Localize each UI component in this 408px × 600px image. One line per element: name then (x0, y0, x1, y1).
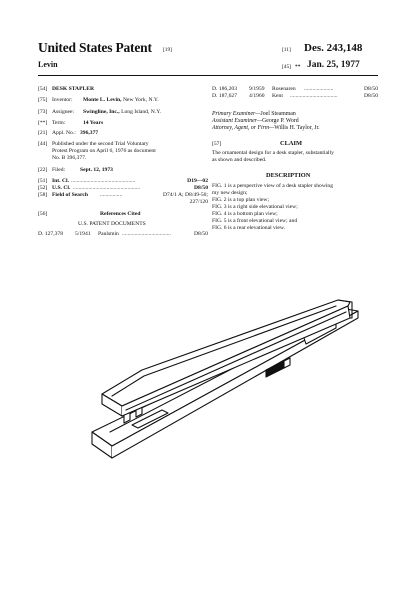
examiner-name: George P. Word (262, 118, 299, 124)
field-code: [21] (38, 130, 48, 136)
ref-class: D8/50 (364, 93, 378, 99)
ref-name: Rosenaren (272, 86, 296, 92)
description-line: FIG. 6 is a rear elevational view. (212, 225, 285, 231)
field-code: [44] (38, 141, 48, 147)
attorney-name: Willis H. Taylor, Jr. (274, 125, 320, 131)
leader-dots: ................................................ (73, 185, 141, 191)
ref-number: D. 187,627 (212, 93, 238, 99)
ref-class: D8/50 (364, 86, 378, 92)
leader-dots: ................................... (122, 231, 171, 237)
description-line: my new design; (212, 190, 248, 196)
leader-dots: ..................... (304, 86, 334, 92)
examiner-name: Joel Steamman (260, 111, 296, 117)
leader-dots: .................................. (290, 93, 338, 99)
field-code: [51] (38, 178, 48, 184)
search-value: D74/1 A; D8/49-50; (162, 192, 208, 198)
ref-class: D8/50 (194, 231, 208, 237)
us-cl-value: D8/50 (194, 185, 208, 191)
invention-title: DESK STAPLER (52, 86, 95, 92)
references-title: References Cited (100, 211, 141, 217)
ref-name: Paulsmin (98, 231, 119, 237)
inventor-surname: Levin (38, 60, 58, 69)
patent-number: Des. 243,148 (304, 42, 363, 54)
description-heading: DESCRIPTION (266, 172, 311, 179)
issue-date: Jan. 25, 1977 (307, 60, 360, 70)
field-code: [22] (38, 167, 48, 173)
field-code: [54] (38, 86, 48, 92)
us-patent-documents-heading: U.S. PATENT DOCUMENTS (78, 221, 146, 227)
body-side-line (126, 312, 346, 410)
ref-date: 5/1941 (75, 231, 91, 237)
inventor-location: New York, N.Y. (122, 97, 159, 103)
examiner-label: Primary Examiner— (212, 111, 261, 117)
field-label: Filed: (52, 167, 66, 173)
leader-dots: ................ (100, 192, 123, 198)
field-label: Assignee: (52, 109, 75, 115)
field-code: [58] (38, 192, 48, 198)
field-label: Int. Cl. (52, 178, 69, 184)
field-label: U.S. Cl. (52, 185, 71, 191)
description-line: FIG. 2 is a top plan view; (212, 197, 270, 203)
examiner-label: Assistant Examiner— (212, 118, 263, 124)
field-code: [52] (38, 185, 48, 191)
assignee-name: Swingline, Inc., (83, 109, 120, 115)
ref-date: 9/1959 (249, 86, 265, 92)
search-value-cont: 227/120 (189, 199, 208, 205)
claim-text-line: The ornamental design for a desk stapler, substantially (212, 150, 334, 156)
date-ref-code: [45] (282, 64, 291, 70)
field-label: Inventor: (52, 97, 73, 103)
publication-line: Published under the second Trial Voluntary (52, 141, 149, 147)
leader-dots: .............................................. (71, 178, 136, 184)
assignee-location: Long Island, N.Y. (121, 109, 161, 115)
patent-office-title: United States Patent (38, 40, 152, 55)
field-label: Field of Search (52, 192, 88, 198)
term-value: 14 Years (83, 120, 104, 126)
inventor-name: Monte L. Levin, (83, 97, 122, 103)
ref-date: 4/1960 (249, 93, 265, 99)
field-label: Appl. No.: (52, 130, 76, 136)
field-label: Term: (52, 120, 66, 126)
description-line: FIG. 5 is a front elevational view; and (212, 218, 298, 224)
int-cl-value: D19—02 (187, 178, 208, 184)
field-code: [73] (38, 109, 48, 115)
field-code: [**] (38, 120, 48, 126)
filed-date: Sept. 12, 1973 (80, 167, 113, 173)
title-ref-code: [19] (163, 47, 172, 53)
publication-line: Protest Program on April 6, 1976 as document (52, 148, 156, 154)
ref-name: Kent (272, 93, 283, 99)
claim-code: [57] (212, 141, 222, 147)
number-ref-code: [11] (282, 47, 291, 53)
date-marks: ** (295, 64, 301, 70)
appl-no-value: 396,377 (80, 130, 99, 136)
description-line: FIG. 4 is a bottom plan view; (212, 211, 278, 217)
description-line: FIG. 1 is a perspective view of a desk stapler showing (212, 183, 334, 189)
field-code: [75] (38, 97, 48, 103)
ref-number: D. 127,378 (38, 231, 64, 237)
publication-line: No. B 396,377. (52, 155, 87, 161)
description-line: FIG. 3 is a right side elevational view; (212, 204, 298, 210)
field-code: [56] (38, 211, 48, 217)
claim-text-line: as shown and described. (212, 157, 267, 163)
claim-heading: CLAIM (280, 140, 303, 147)
ref-number: D. 186,203 (212, 86, 238, 92)
attorney-label: Attorney, Agent, or Firm— (212, 125, 275, 131)
